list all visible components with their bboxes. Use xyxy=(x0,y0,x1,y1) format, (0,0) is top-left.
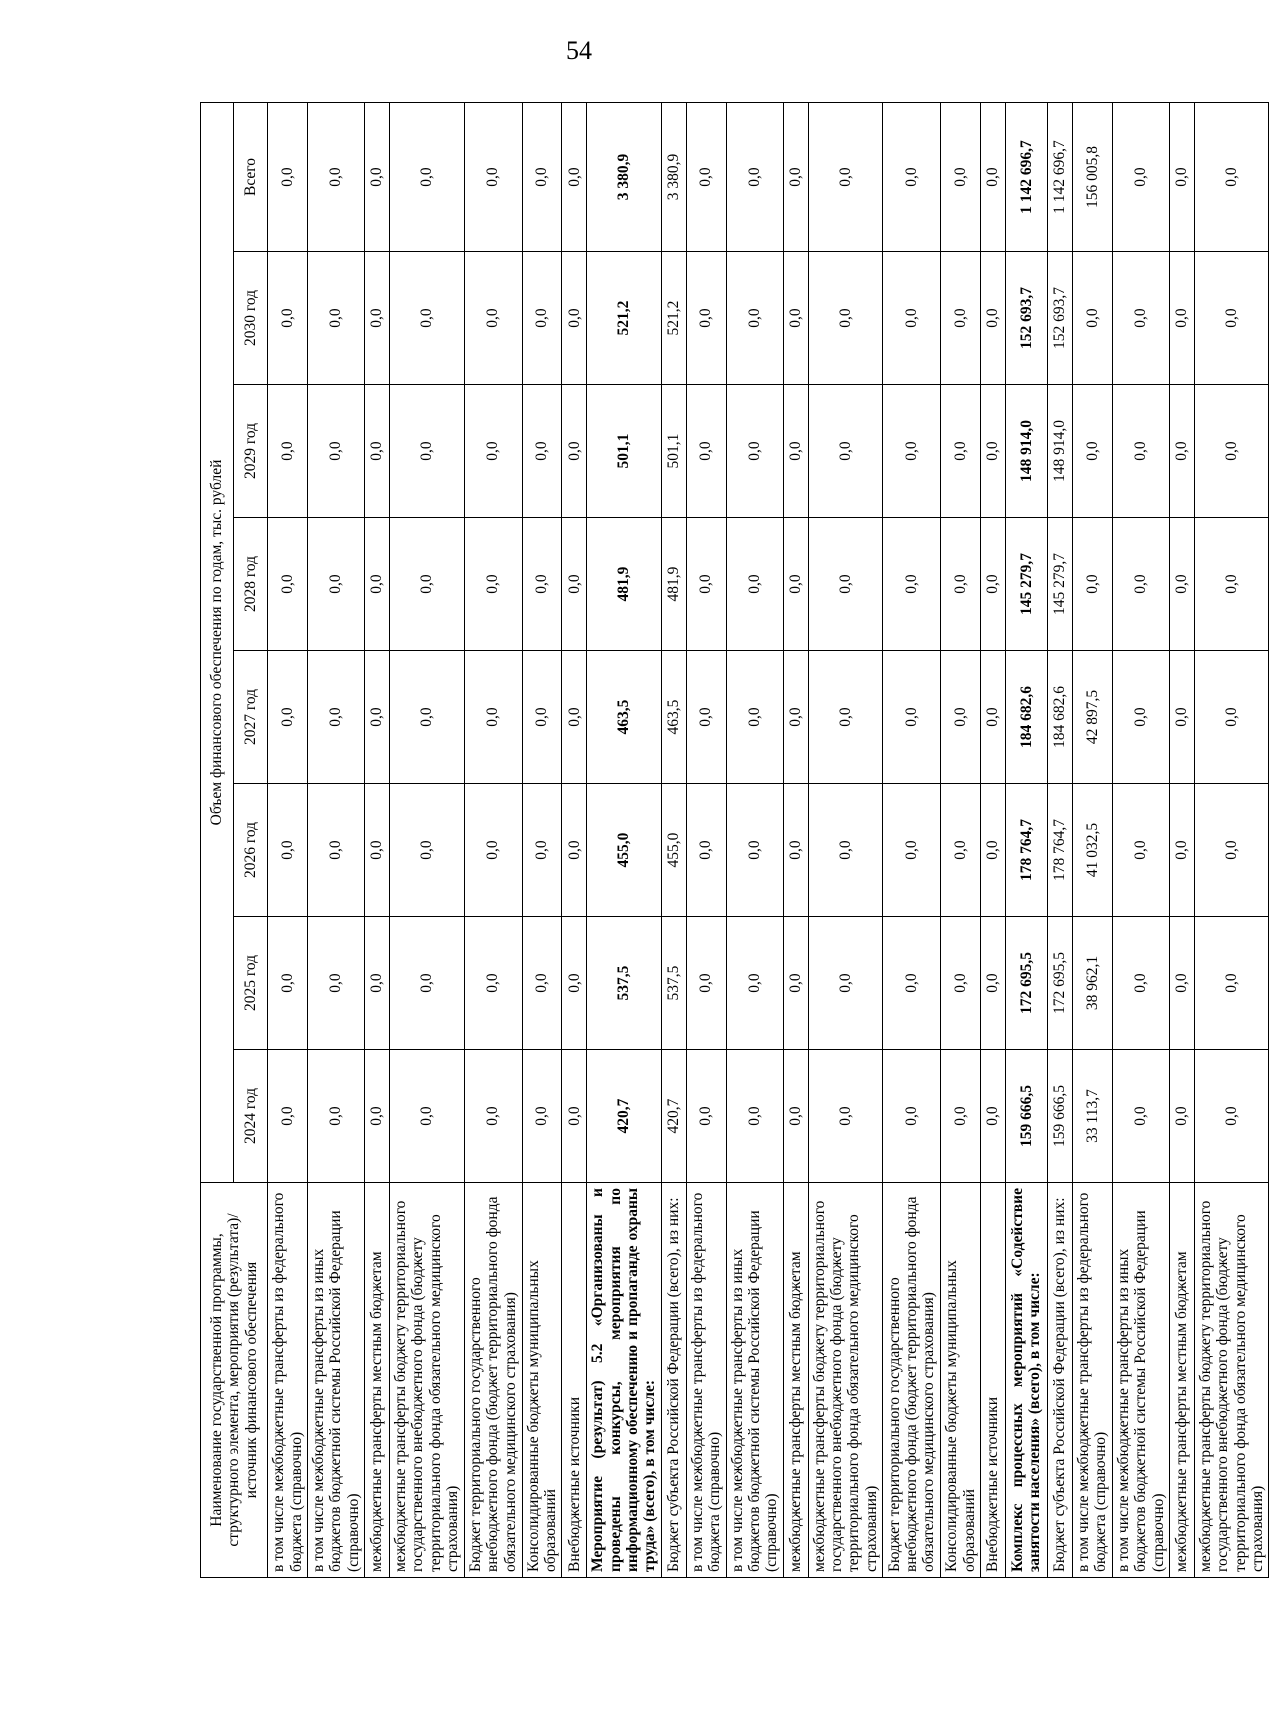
row-year-value: 521,2 xyxy=(587,252,661,385)
row-year-value: 0,0 xyxy=(808,1050,882,1183)
row-year-value: 0,0 xyxy=(308,518,365,651)
row-year-value: 148 914,0 xyxy=(1047,385,1072,518)
row-year-value: 0,0 xyxy=(686,917,726,1050)
row-year-value: 145 279,7 xyxy=(1005,518,1047,651)
row-year-value: 0,0 xyxy=(268,518,308,651)
row-year-value: 0,0 xyxy=(308,917,365,1050)
row-year-value: 0,0 xyxy=(562,784,587,917)
row-year-value: 0,0 xyxy=(464,1050,522,1183)
row-year-value: 0,0 xyxy=(522,651,562,784)
row-year-value: 178 764,7 xyxy=(1005,784,1047,917)
row-year-value: 0,0 xyxy=(1169,784,1194,917)
row-source-name: в том числе межбюджетные трансферты из федерального бюджета (справочно) xyxy=(686,1183,726,1578)
row-source-name: межбюджетные трансферты местным бюджетам xyxy=(1169,1183,1194,1578)
row-total-value: 3 380,9 xyxy=(587,103,661,252)
rotated-table-container xyxy=(200,103,1267,1578)
row-year-value: 0,0 xyxy=(726,784,783,917)
row-year-value: 0,0 xyxy=(941,784,981,917)
row-source-name: Консолидированные бюджеты муниципальных образований xyxy=(941,1183,981,1578)
row-year-value: 0,0 xyxy=(808,651,882,784)
row-year-value: 0,0 xyxy=(464,784,522,917)
row-year-value: 0,0 xyxy=(390,651,464,784)
table-row xyxy=(1005,103,1047,1578)
row-year-value: 0,0 xyxy=(1112,252,1169,385)
row-year-value: 0,0 xyxy=(883,252,941,385)
row-year-value: 0,0 xyxy=(365,784,390,917)
row-year-value: 0,0 xyxy=(308,784,365,917)
header-year: 2024 год xyxy=(234,1050,268,1183)
row-year-value: 0,0 xyxy=(1169,651,1194,784)
row-year-value: 0,0 xyxy=(522,917,562,1050)
row-year-value: 0,0 xyxy=(686,385,726,518)
row-year-value: 0,0 xyxy=(941,1050,981,1183)
table-row xyxy=(1169,103,1194,1578)
row-year-value: 0,0 xyxy=(808,252,882,385)
row-year-value: 0,0 xyxy=(562,651,587,784)
financing-table xyxy=(200,102,1269,1578)
row-year-value: 0,0 xyxy=(808,518,882,651)
row-total-value: 0,0 xyxy=(268,103,308,252)
table-row xyxy=(1047,103,1072,1578)
row-year-value: 455,0 xyxy=(661,784,686,917)
row-year-value: 0,0 xyxy=(562,1050,587,1183)
row-year-value: 0,0 xyxy=(783,651,808,784)
row-year-value: 455,0 xyxy=(587,784,661,917)
row-source-name: Бюджет субъекта Российской Федерации (всего), из них: xyxy=(661,1183,686,1578)
table-row xyxy=(562,103,587,1578)
row-year-value: 0,0 xyxy=(883,651,941,784)
row-year-value: 178 764,7 xyxy=(1047,784,1072,917)
row-year-value: 0,0 xyxy=(464,651,522,784)
row-year-value: 0,0 xyxy=(1072,385,1112,518)
row-year-value: 0,0 xyxy=(390,784,464,917)
row-source-name: межбюджетные трансферты бюджету территориального государственного внебюджетного фонда (бюджету территориального фонда обязательного медицинского страхования) xyxy=(1194,1183,1268,1578)
row-year-value: 0,0 xyxy=(1072,252,1112,385)
row-year-value: 0,0 xyxy=(562,917,587,1050)
row-year-value: 0,0 xyxy=(1194,1050,1268,1183)
row-year-value: 0,0 xyxy=(464,252,522,385)
row-year-value: 0,0 xyxy=(980,385,1005,518)
table-row xyxy=(308,103,365,1578)
row-year-value: 0,0 xyxy=(686,252,726,385)
row-total-value: 0,0 xyxy=(562,103,587,252)
row-year-value: 0,0 xyxy=(980,784,1005,917)
row-year-value: 0,0 xyxy=(1194,385,1268,518)
row-year-value: 0,0 xyxy=(308,385,365,518)
row-year-value: 0,0 xyxy=(562,252,587,385)
row-year-value: 0,0 xyxy=(562,385,587,518)
page-number: 54 xyxy=(566,36,592,65)
row-year-value: 0,0 xyxy=(1112,1050,1169,1183)
row-year-value: 159 666,5 xyxy=(1005,1050,1047,1183)
row-year-value: 0,0 xyxy=(390,518,464,651)
row-source-name: в том числе межбюджетные трансферты из иных бюджетов бюджетной системы Российской Федерации (справочно) xyxy=(308,1183,365,1578)
row-year-value: 0,0 xyxy=(365,518,390,651)
row-year-value: 0,0 xyxy=(783,1050,808,1183)
row-year-value: 0,0 xyxy=(808,917,882,1050)
row-year-value: 0,0 xyxy=(686,651,726,784)
row-year-value: 0,0 xyxy=(883,518,941,651)
row-source-name: межбюджетные трансферты местным бюджетам xyxy=(365,1183,390,1578)
table-row xyxy=(726,103,783,1578)
row-year-value: 184 682,6 xyxy=(1005,651,1047,784)
row-source-name: в том числе межбюджетные трансферты из федерального бюджета (справочно) xyxy=(1072,1183,1112,1578)
row-year-value: 0,0 xyxy=(464,917,522,1050)
row-year-value: 0,0 xyxy=(365,252,390,385)
row-year-value: 0,0 xyxy=(562,518,587,651)
row-year-value: 0,0 xyxy=(464,385,522,518)
row-year-value: 0,0 xyxy=(390,385,464,518)
row-year-value: 0,0 xyxy=(883,385,941,518)
row-year-value: 463,5 xyxy=(661,651,686,784)
row-year-value: 38 962,1 xyxy=(1072,917,1112,1050)
table-row xyxy=(686,103,726,1578)
row-year-value: 0,0 xyxy=(783,252,808,385)
row-total-value: 3 380,9 xyxy=(661,103,686,252)
row-year-value: 481,9 xyxy=(661,518,686,651)
row-total-value: 0,0 xyxy=(390,103,464,252)
row-total-value: 0,0 xyxy=(980,103,1005,252)
row-year-value: 0,0 xyxy=(1169,1050,1194,1183)
row-year-value: 0,0 xyxy=(268,1050,308,1183)
row-year-value: 0,0 xyxy=(980,1050,1005,1183)
row-year-value: 537,5 xyxy=(661,917,686,1050)
row-year-value: 184 682,6 xyxy=(1047,651,1072,784)
row-year-value: 0,0 xyxy=(390,917,464,1050)
row-year-value: 0,0 xyxy=(1194,252,1268,385)
row-total-value: 0,0 xyxy=(464,103,522,252)
row-year-value: 0,0 xyxy=(365,385,390,518)
row-year-value: 0,0 xyxy=(268,385,308,518)
row-year-value: 420,7 xyxy=(661,1050,686,1183)
table-row xyxy=(661,103,686,1578)
row-year-value: 0,0 xyxy=(941,651,981,784)
row-year-value: 0,0 xyxy=(522,385,562,518)
row-year-value: 0,0 xyxy=(726,917,783,1050)
header-total: Всего xyxy=(234,103,268,252)
row-year-value: 0,0 xyxy=(365,917,390,1050)
row-year-value: 148 914,0 xyxy=(1005,385,1047,518)
row-source-name: в том числе межбюджетные трансферты из иных бюджетов бюджетной системы Российской Федерации (справочно) xyxy=(1112,1183,1169,1578)
row-source-name: Бюджет территориального государственного внебюджетного фонда (бюджет территориального фонда обязательного медицинского страхования) xyxy=(883,1183,941,1578)
row-year-value: 0,0 xyxy=(1194,518,1268,651)
row-year-value: 521,2 xyxy=(661,252,686,385)
row-total-value: 0,0 xyxy=(686,103,726,252)
row-year-value: 0,0 xyxy=(726,1050,783,1183)
row-year-value: 152 693,7 xyxy=(1047,252,1072,385)
row-year-value: 0,0 xyxy=(1112,518,1169,651)
row-year-value: 0,0 xyxy=(726,385,783,518)
row-year-value: 0,0 xyxy=(268,651,308,784)
row-total-value: 0,0 xyxy=(365,103,390,252)
row-year-value: 172 695,5 xyxy=(1047,917,1072,1050)
row-source-name: Внебюджетные источники xyxy=(562,1183,587,1578)
table-row xyxy=(587,103,661,1578)
table-row xyxy=(268,103,308,1578)
row-year-value: 0,0 xyxy=(464,518,522,651)
row-year-value: 0,0 xyxy=(980,518,1005,651)
row-year-value: 0,0 xyxy=(783,917,808,1050)
row-source-name: Комплекс процессных мероприятий «Содействие занятости населения» (всего), в том числе: xyxy=(1005,1183,1047,1578)
table-body xyxy=(268,103,1269,1578)
row-year-value: 0,0 xyxy=(808,385,882,518)
row-source-name: межбюджетные трансферты бюджету территориального государственного внебюджетного фонда (бюджету территориального фонда обязательного медицинского страхования) xyxy=(808,1183,882,1578)
row-year-value: 0,0 xyxy=(783,385,808,518)
row-year-value: 172 695,5 xyxy=(1005,917,1047,1050)
table-row xyxy=(1112,103,1169,1578)
row-year-value: 0,0 xyxy=(686,1050,726,1183)
header-group-title: Объем финансового обеспечения по годам, тыс. рублей xyxy=(201,103,234,1183)
row-year-value: 0,0 xyxy=(783,784,808,917)
table-row xyxy=(883,103,941,1578)
row-year-value: 0,0 xyxy=(941,252,981,385)
header-year: 2028 год xyxy=(234,518,268,651)
row-total-value: 0,0 xyxy=(883,103,941,252)
row-year-value: 0,0 xyxy=(980,651,1005,784)
row-year-value: 0,0 xyxy=(268,784,308,917)
row-year-value: 0,0 xyxy=(365,651,390,784)
table-row xyxy=(522,103,562,1578)
row-total-value: 0,0 xyxy=(308,103,365,252)
row-year-value: 481,9 xyxy=(587,518,661,651)
row-year-value: 0,0 xyxy=(1112,784,1169,917)
row-year-value: 0,0 xyxy=(522,1050,562,1183)
table-row xyxy=(941,103,981,1578)
row-year-value: 0,0 xyxy=(1169,252,1194,385)
row-year-value: 0,0 xyxy=(883,1050,941,1183)
row-year-value: 0,0 xyxy=(1112,385,1169,518)
row-source-name: межбюджетные трансферты местным бюджетам xyxy=(783,1183,808,1578)
row-year-value: 0,0 xyxy=(808,784,882,917)
row-year-value: 0,0 xyxy=(686,518,726,651)
row-year-value: 159 666,5 xyxy=(1047,1050,1072,1183)
table-row xyxy=(464,103,522,1578)
row-year-value: 0,0 xyxy=(365,1050,390,1183)
row-source-name: Бюджет субъекта Российской Федерации (всего), из них: xyxy=(1047,1183,1072,1578)
row-total-value: 156 005,8 xyxy=(1072,103,1112,252)
header-year: 2027 год xyxy=(234,651,268,784)
row-year-value: 463,5 xyxy=(587,651,661,784)
row-year-value: 0,0 xyxy=(883,917,941,1050)
row-year-value: 0,0 xyxy=(522,252,562,385)
row-year-value: 33 113,7 xyxy=(1072,1050,1112,1183)
row-total-value: 0,0 xyxy=(941,103,981,252)
row-year-value: 537,5 xyxy=(587,917,661,1050)
row-total-value: 0,0 xyxy=(522,103,562,252)
table-row xyxy=(390,103,464,1578)
row-year-value: 501,1 xyxy=(587,385,661,518)
row-year-value: 0,0 xyxy=(1169,385,1194,518)
row-total-value: 0,0 xyxy=(1194,103,1268,252)
table-row xyxy=(1194,103,1268,1578)
row-year-value: 0,0 xyxy=(783,518,808,651)
row-year-value: 0,0 xyxy=(980,252,1005,385)
row-year-value: 501,1 xyxy=(661,385,686,518)
row-year-value: 0,0 xyxy=(1072,518,1112,651)
table-row xyxy=(980,103,1005,1578)
row-source-name: в том числе межбюджетные трансферты из иных бюджетов бюджетной системы Российской Федерации (справочно) xyxy=(726,1183,783,1578)
table-row xyxy=(783,103,808,1578)
row-year-value: 0,0 xyxy=(1194,651,1268,784)
row-total-value: 1 142 696,7 xyxy=(1005,103,1047,252)
row-year-value: 0,0 xyxy=(522,784,562,917)
row-source-name: межбюджетные трансферты бюджету территориального государственного внебюджетного фонда (бюджету территориального фонда обязательного медицинского страхования) xyxy=(390,1183,464,1578)
row-source-name: в том числе межбюджетные трансферты из федерального бюджета (справочно) xyxy=(268,1183,308,1578)
row-year-value: 0,0 xyxy=(726,651,783,784)
row-year-value: 0,0 xyxy=(883,784,941,917)
row-year-value: 0,0 xyxy=(980,917,1005,1050)
row-year-value: 420,7 xyxy=(587,1050,661,1183)
row-year-value: 0,0 xyxy=(390,252,464,385)
header-year: 2025 год xyxy=(234,917,268,1050)
row-year-value: 0,0 xyxy=(1194,917,1268,1050)
row-year-value: 0,0 xyxy=(268,252,308,385)
row-year-value: 0,0 xyxy=(941,518,981,651)
row-year-value: 0,0 xyxy=(1112,651,1169,784)
row-year-value: 0,0 xyxy=(1169,917,1194,1050)
row-source-name: Мероприятие (результат) 5.2 «Организованы и проведены конкурсы, мероприятия по информационному обеспечению и пропаганде охраны труда» (всего), в том числе: xyxy=(587,1183,661,1578)
row-year-value: 0,0 xyxy=(390,1050,464,1183)
row-year-value: 145 279,7 xyxy=(1047,518,1072,651)
header-year: 2030 год xyxy=(234,252,268,385)
row-year-value: 0,0 xyxy=(1169,518,1194,651)
row-year-value: 0,0 xyxy=(308,252,365,385)
header-year: 2029 год xyxy=(234,385,268,518)
row-year-value: 42 897,5 xyxy=(1072,651,1112,784)
row-year-value: 0,0 xyxy=(308,651,365,784)
row-total-value: 0,0 xyxy=(808,103,882,252)
table-row xyxy=(808,103,882,1578)
header-row-group xyxy=(201,103,234,1578)
row-year-value: 0,0 xyxy=(1112,917,1169,1050)
row-year-value: 0,0 xyxy=(268,917,308,1050)
row-source-name: Внебюджетные источники xyxy=(980,1183,1005,1578)
row-year-value: 0,0 xyxy=(726,518,783,651)
row-total-value: 0,0 xyxy=(1112,103,1169,252)
row-year-value: 0,0 xyxy=(1194,784,1268,917)
header-year: 2026 год xyxy=(234,784,268,917)
row-year-value: 0,0 xyxy=(686,784,726,917)
row-year-value: 41 032,5 xyxy=(1072,784,1112,917)
row-total-value: 0,0 xyxy=(726,103,783,252)
table-row xyxy=(365,103,390,1578)
row-year-value: 0,0 xyxy=(726,252,783,385)
row-source-name: Бюджет территориального государственного внебюджетного фонда (бюджет территориального фонда обязательного медицинского страхования) xyxy=(464,1183,522,1578)
table-row xyxy=(1072,103,1112,1578)
row-year-value: 0,0 xyxy=(941,385,981,518)
row-total-value: 0,0 xyxy=(1169,103,1194,252)
row-total-value: 1 142 696,7 xyxy=(1047,103,1072,252)
row-year-value: 0,0 xyxy=(522,518,562,651)
row-year-value: 0,0 xyxy=(308,1050,365,1183)
row-total-value: 0,0 xyxy=(783,103,808,252)
row-year-value: 0,0 xyxy=(941,917,981,1050)
row-source-name: Консолидированные бюджеты муниципальных образований xyxy=(522,1183,562,1578)
header-name-column: Наименование государственной программы, структурного элемента, мероприятия (результата)/источник финансового обеспечения xyxy=(201,1183,268,1578)
row-year-value: 152 693,7 xyxy=(1005,252,1047,385)
